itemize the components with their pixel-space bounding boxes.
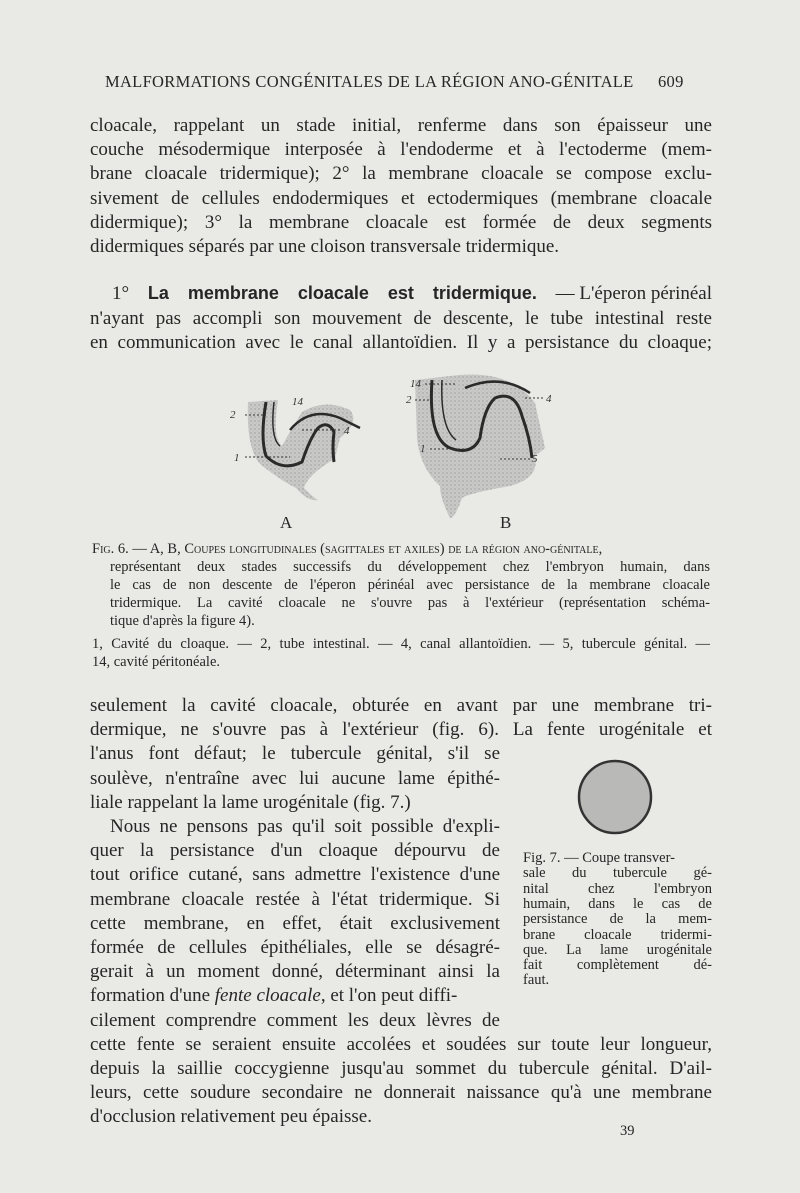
paragraph-line-text: brane cloacale tridermique); 2° la membrane cloacale se compose exclu- bbox=[90, 163, 712, 185]
paragraph-line-text: n'ayant pas accompli son mouvement de descente, le tube intestinal reste bbox=[90, 308, 712, 329]
fig6a-label-2: 2 bbox=[230, 409, 236, 421]
figure-6a bbox=[248, 400, 360, 500]
fig6a-label-1: 1 bbox=[234, 452, 240, 464]
figure-6b-label: B bbox=[500, 513, 512, 532]
paragraph-line-text: depuis la saillie coccygienne jusqu'au sommet du tubercule génital. D'ail- bbox=[90, 1058, 712, 1079]
paragraph-line bbox=[90, 189, 712, 208]
paragraph-line bbox=[90, 1035, 712, 1054]
figure-caption-line bbox=[110, 596, 710, 611]
paragraph-line bbox=[90, 1083, 712, 1102]
figure-caption-line bbox=[110, 614, 710, 629]
paragraph-line-text bbox=[90, 986, 500, 1005]
paragraph-line bbox=[90, 1011, 500, 1030]
figure-7-caption-line bbox=[523, 973, 712, 988]
fig6b-label-5: 5 bbox=[532, 453, 538, 465]
paragraph-line bbox=[90, 333, 712, 352]
paragraph-line-text: d'occlusion relativement peu épaisse. bbox=[90, 1106, 372, 1128]
figure-legend-line bbox=[92, 637, 710, 652]
figure-7-caption-line bbox=[523, 866, 712, 881]
paragraph-line bbox=[90, 865, 500, 884]
section-number: 1° bbox=[112, 283, 130, 304]
fig6a-label-4: 4 bbox=[344, 425, 350, 437]
section-heading-line bbox=[112, 284, 712, 303]
paragraph-line-text: soulève, n'entraîne avec lui aucune lame épithé- bbox=[90, 767, 500, 789]
paragraph-line-text: cette fente se seraient ensuite accolées et soudées sur toute leur longueur, bbox=[90, 1033, 712, 1055]
figure-7-caption-line bbox=[523, 897, 712, 912]
paragraph-line bbox=[90, 164, 712, 183]
paragraph-line bbox=[90, 696, 712, 715]
paragraph-line-text: en communication avec le canal allantoïdien. Il y a persistance du cloaque; bbox=[90, 332, 712, 353]
figure-7-caption-line-text: Fig. 7. — Coupe transver- bbox=[523, 850, 675, 866]
paragraph-line bbox=[90, 986, 500, 1005]
paragraph-line-text: didermique); 3° la membrane cloacale est formée de deux segments bbox=[90, 211, 712, 233]
paragraph-line bbox=[90, 720, 712, 739]
fig6b-label-4: 4 bbox=[546, 393, 552, 405]
figure-caption-line bbox=[110, 578, 710, 593]
paragraph-line-text: leurs, cette soudure secondaire ne donnerait naissance qu'à une membrane bbox=[90, 1082, 712, 1104]
paragraph-line bbox=[90, 140, 712, 159]
paragraph-line bbox=[90, 744, 500, 763]
figure-7-caption-line-text: nital chez l'embryon bbox=[523, 880, 712, 897]
figure-caption-line-text: le cas de non descente de l'éperon périnéal avec persistance de la membrane cloacale bbox=[110, 577, 710, 593]
paragraph-line-text: cette membrane, en effet, était exclusivement bbox=[90, 912, 500, 934]
figure-7-drawing bbox=[575, 757, 655, 837]
section-heading: La membrane cloacale est tridermique. bbox=[147, 283, 537, 303]
heading-continuation: — L'éperon périnéal bbox=[555, 283, 713, 304]
paragraph-line bbox=[110, 817, 500, 836]
figure-legend-line-text: 14, cavité péritonéale. bbox=[92, 654, 221, 670]
paragraph-line bbox=[90, 1107, 712, 1126]
signature-mark bbox=[620, 1124, 650, 1139]
figure-6b bbox=[415, 375, 545, 518]
paragraph-line-text: cilement comprendre comment les deux lèvres de bbox=[90, 1009, 500, 1031]
paragraph-line-text: didermiques séparés par une cloison transversale tridermique. bbox=[90, 236, 560, 257]
paragraph-line bbox=[90, 1059, 712, 1078]
figure-7-caption-line bbox=[523, 943, 712, 958]
figure-caption-line-text bbox=[92, 542, 710, 557]
figure-7-caption-line bbox=[523, 912, 712, 927]
paragraph-line-text: cloacale, rappelant un stade initial, renferme dans son épaisseur une bbox=[90, 115, 712, 136]
figure-legend-line-text: 1, Cavité du cloaque. — 2, tube intestinal. — 4, canal allantoïdien. — 5, tubercule génital. — bbox=[92, 636, 710, 652]
figure-7-caption-line bbox=[523, 958, 712, 973]
figure-7-caption-line bbox=[523, 882, 712, 897]
paragraph-line bbox=[90, 890, 500, 909]
paragraph-line-text: Nous ne pensons pas qu'il soit possible d'expli- bbox=[110, 816, 500, 837]
figure-7-caption-line-text: fait complètement dé- bbox=[523, 957, 712, 974]
fig6b-label-2: 2 bbox=[406, 394, 412, 406]
paragraph-line-text: quer la persistance d'un cloaque dépourvu de bbox=[90, 840, 500, 862]
figure-7-caption-line-text: que. La lame urogénitale bbox=[523, 941, 712, 958]
figure-6-drawing bbox=[210, 368, 570, 518]
figure-6a-label: A bbox=[280, 513, 293, 532]
paragraph-line-text: membrane cloacale restée à l'état tridermique. Si bbox=[90, 888, 500, 910]
figure-7-caption-line bbox=[523, 851, 712, 866]
figure-legend-line bbox=[92, 655, 392, 670]
fig6b-label-1: 1 bbox=[420, 443, 426, 455]
paragraph-line bbox=[90, 309, 712, 328]
paragraph-line-text: dermique, ne s'ouvre pas à l'extérieur (fig. 6). La fente urogénitale et bbox=[90, 719, 712, 741]
paragraph-line-text: couche mésodermique interposée à l'endoderme et à l'ectoderme (mem- bbox=[90, 139, 712, 161]
paragraph-line bbox=[90, 793, 500, 812]
paragraph-line bbox=[90, 938, 500, 957]
running-header: MALFORMATIONS CONGÉNITALES DE LA RÉGION ANO-GÉNITALE bbox=[105, 72, 634, 91]
paragraph-line bbox=[90, 914, 500, 933]
figure-6-caption-first: Fig. 6. — A, B, Coupes longitudinales (sagittales et axiles) de la région ano-génitale, bbox=[92, 541, 603, 557]
figure-7-caption-line-text: brane cloacale tridermi- bbox=[523, 926, 712, 943]
figure-caption-line-text: tique d'après la figure 4). bbox=[110, 613, 255, 629]
paragraph-line bbox=[90, 116, 712, 135]
paragraph-line bbox=[90, 213, 712, 232]
paragraph-line bbox=[90, 962, 500, 981]
paragraph-line bbox=[90, 237, 712, 256]
figure-7-caption-line-text: sale du tubercule gé- bbox=[523, 865, 712, 882]
figure-7-caption-line-text: humain, dans le cas de bbox=[523, 895, 712, 912]
paragraph-line-text: gerait à un moment donné, déterminant ainsi la bbox=[90, 961, 500, 983]
paragraph-line-text: tout orifice cutané, sans admettre l'existence d'une bbox=[90, 864, 500, 886]
figure-7-caption-line-text: persistance de la mem- bbox=[523, 911, 712, 928]
paragraph-line-text: sivement de cellules endodermiques et ectodermiques (membrane cloacale bbox=[90, 187, 712, 209]
paragraph-line-text: liale rappelant la lame urogénitale (fig. 7.) bbox=[90, 791, 411, 813]
paragraph-line-text-italic: formation d'une fente cloacale, et l'on peut diffi- bbox=[90, 985, 458, 1007]
figure-7-caption-line-text: faut. bbox=[523, 972, 550, 989]
page-number: 609 bbox=[658, 72, 684, 91]
figure-caption-line-text: tridermique. La cavité cloacale ne s'ouvre pas à l'extérieur (représentation schéma- bbox=[110, 595, 710, 611]
paragraph-line-text: formée de cellules épithéliales, elle se désagré- bbox=[90, 937, 500, 958]
paragraph-line bbox=[90, 769, 500, 788]
paragraph-line-text: l'anus font défaut; le tubercule génital, s'il se bbox=[90, 743, 500, 765]
figure-7-caption-line bbox=[523, 928, 712, 943]
figure-caption-line-text: représentant deux stades successifs du développement chez l'embryon humain, dans bbox=[110, 559, 710, 575]
section-heading-line-text bbox=[112, 284, 712, 303]
figure-caption-line bbox=[92, 542, 710, 557]
fig6b-label-14: 14 bbox=[410, 378, 421, 390]
paragraph-line-text: seulement la cavité cloacale, obturée en avant par une membrane tri- bbox=[90, 695, 712, 716]
figure-caption-line bbox=[110, 560, 710, 575]
fig6a-label-14: 14 bbox=[292, 396, 303, 408]
paragraph-line bbox=[90, 841, 500, 860]
signature-mark-text: 39 bbox=[620, 1123, 635, 1139]
